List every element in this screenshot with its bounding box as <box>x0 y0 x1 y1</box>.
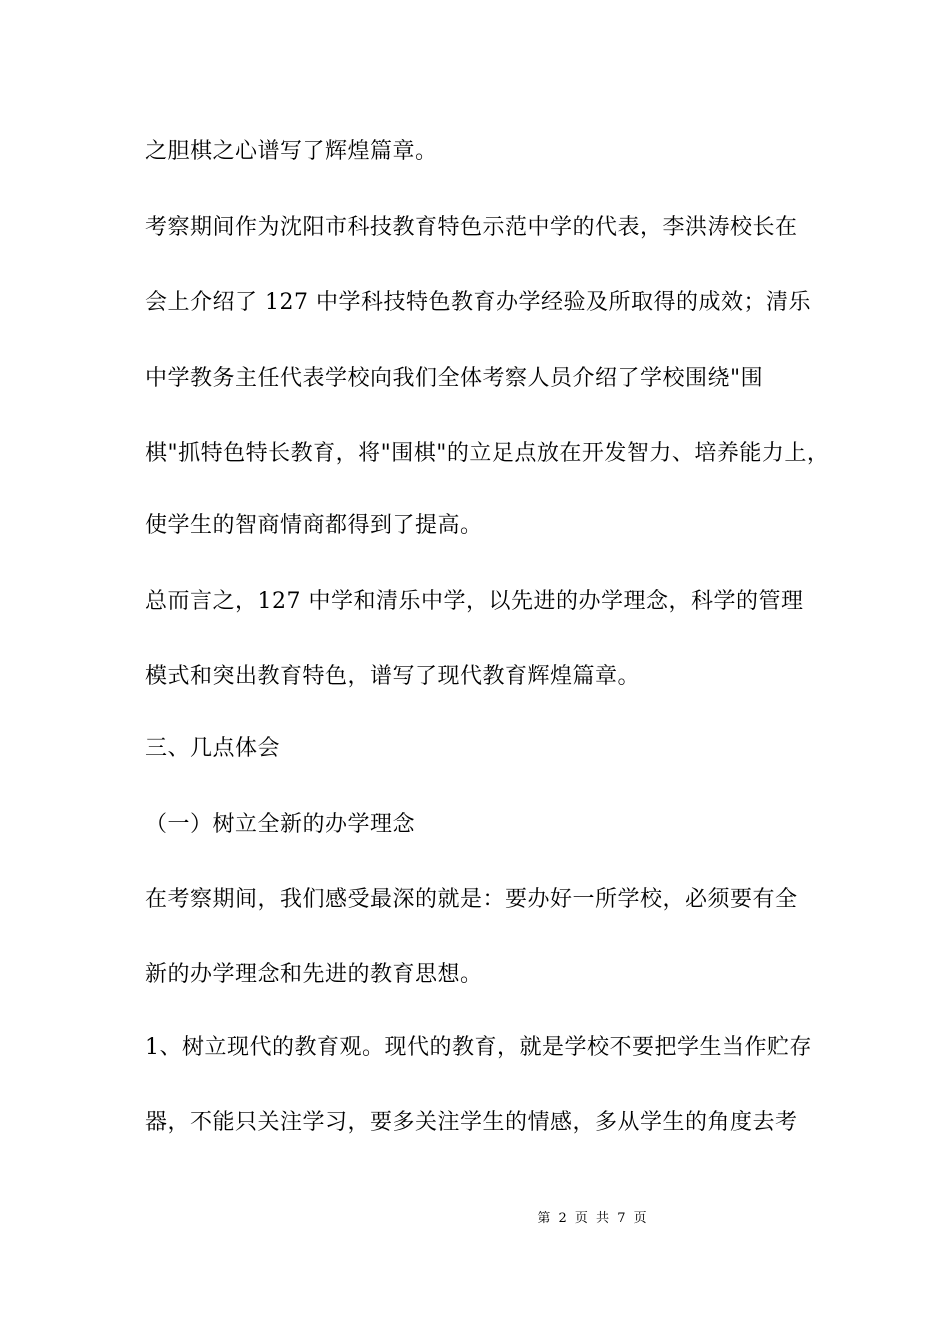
text-line: 总而言之，127 中学和清乐中学，以先进的办学理念，科学的管理 <box>145 589 804 614</box>
text-line: 新的办学理念和先进的教育思想。 <box>145 962 483 987</box>
text-line: 使学生的智商情商都得到了提高。 <box>145 513 483 538</box>
text-line: 模式和突出教育特色，谱写了现代教育辉煌篇章。 <box>145 664 641 689</box>
text-line: 之胆棋之心谱写了辉煌篇章。 <box>145 139 438 164</box>
text-line: 考察期间作为沈阳市科技教育特色示范中学的代表，李洪涛校长在 <box>145 215 798 240</box>
text-line: 会上介绍了 127 中学科技特色教育办学经验及所取得的成效；清乐 <box>145 290 811 315</box>
text-line: 在考察期间，我们感受最深的就是：要办好一所学校，必须要有全 <box>145 887 798 912</box>
text-line: 1、树立现代的教育观。现代的教育，就是学校不要把学生当作贮存 <box>145 1035 812 1060</box>
subsection-heading: （一）树立全新的办学理念 <box>145 812 416 837</box>
section-heading: 三、几点体会 <box>145 736 281 761</box>
text-line: 中学教务主任代表学校向我们全体考察人员介绍了学校围绕"围 <box>145 366 764 391</box>
text-line: 器，不能只关注学习，要多关注学生的情感，多从学生的角度去考 <box>145 1110 798 1135</box>
page-number: 第 2 页 共 7 页 <box>537 1211 649 1226</box>
text-line: 棋"抓特色特长教育，将"围棋"的立足点放在开发智力、培养能力上， <box>145 441 830 466</box>
page-footer <box>0 1207 950 1226</box>
